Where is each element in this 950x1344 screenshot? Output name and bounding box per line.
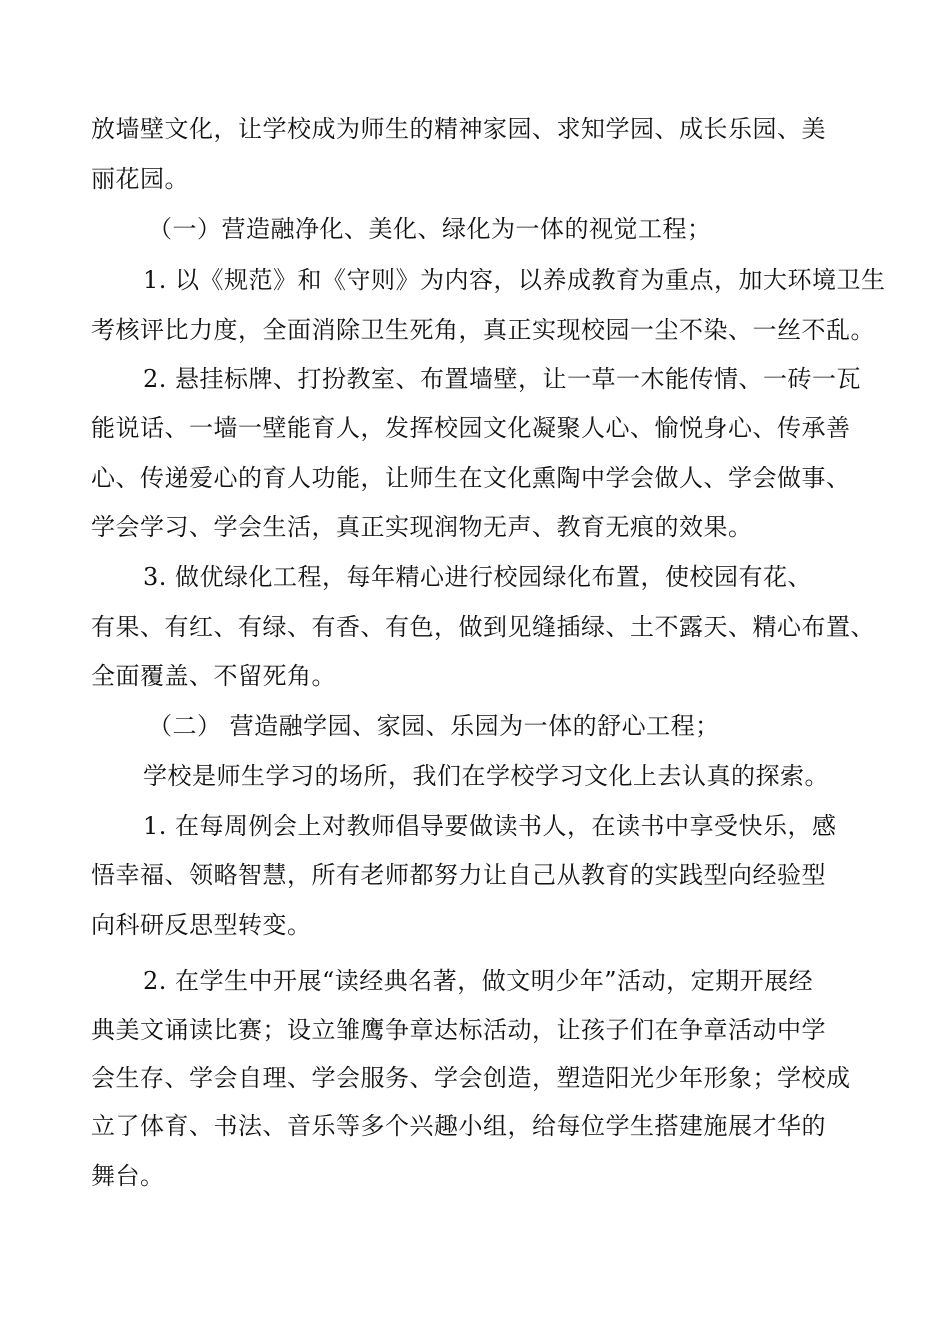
text-line: 有果、有红、有绿、有香、有色，做到见缝插绿、土不露天、精心布置、 (91, 613, 875, 641)
text-line: 2. 悬挂标牌、打扮教室、布置墙壁，让一草一木能传情、一砖一瓦 (143, 365, 862, 393)
text-line: 考核评比力度，全面消除卫生死角，真正实现校园一尘不染、一丝不乱。 (91, 316, 875, 344)
text-line: 学校是师生学习的场所，我们在学校学习文化上去认真的探索。 (143, 762, 829, 790)
section-heading: （二） 营造融学园、家园、乐园为一体的舒心工程； (148, 712, 720, 740)
text-line: 典美文诵读比赛；设立雏鹰争章达标活动，让孩子们在争章活动中学 (91, 1016, 826, 1044)
text-line: 1. 在每周例会上对教师倡导要做读书人，在读书中享受快乐，感 (143, 812, 837, 840)
text-line: 放墙壁文化，让学校成为师生的精神家园、求知学园、成长乐园、美 (91, 115, 826, 143)
text-line: 心、传递爱心的育人功能，让师生在文化熏陶中学会做人、学会做事、 (91, 464, 851, 492)
text-line: 舞台。 (91, 1162, 165, 1190)
section-heading: （一）营造融净化、美化、绿化为一体的视觉工程； (148, 215, 712, 243)
text-line: 会生存、学会自理、学会服务、学会创造，塑造阳光少年形象；学校成 (91, 1064, 851, 1092)
text-line: 学会学习、学会生活，真正实现润物无声、教育无痕的效果。 (91, 513, 753, 541)
text-line: 立了体育、书法、音乐等多个兴趣小组，给每位学生搭建施展才华的 (91, 1112, 826, 1140)
text-line: 向科研反思型转变。 (91, 911, 312, 939)
text-line: 能说话、一墙一壁能育人，发挥校园文化凝聚人心、愉悦身心、传承善 (91, 414, 851, 442)
text-line: 3. 做优绿化工程，每年精心进行校园绿化布置，使校园有花、 (143, 563, 813, 591)
text-line: 丽花园。 (91, 165, 189, 193)
text-line: 2. 在学生中开展“读经典名著，做文明少年”活动，定期开展经 (143, 967, 814, 995)
text-line: 1. 以《规范》和《守则》为内容，以养成教育为重点，加大环境卫生 (143, 266, 886, 294)
text-line: 全面覆盖、不留死角。 (91, 662, 336, 690)
text-line: 悟幸福、领略智慧，所有老师都努力让自己从教育的实践型向经验型 (91, 861, 826, 889)
